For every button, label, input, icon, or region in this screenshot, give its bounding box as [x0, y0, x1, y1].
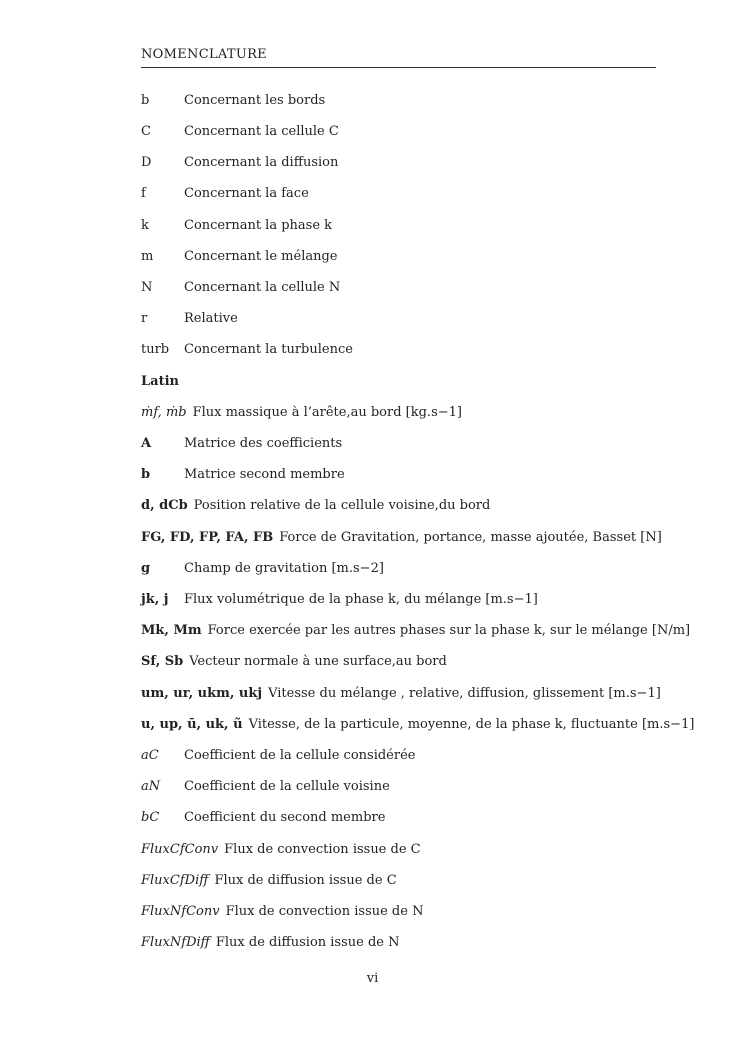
entry-subscript-d — [141, 153, 701, 173]
entry-symbol: aN — [141, 779, 161, 794]
entry-description: Vitesse du mélange , relative, diffusion, glissement [m.s−1] — [268, 686, 661, 701]
entry-subscript-f — [141, 184, 701, 204]
section-heading-latin: Latin — [141, 374, 179, 389]
entry-symbol: um, ur, ukm, ukj — [141, 686, 263, 701]
entry-description: Concernant la phase k — [184, 218, 333, 233]
entry-description: Vitesse, de la particule, moyenne, de la phase k, fluctuante [m.s−1] — [248, 717, 695, 732]
entry-subscript-c — [141, 122, 701, 142]
entry-symbol: FG, FD, FP, FA, FB — [141, 530, 274, 545]
entry-symbol: jk, j — [141, 592, 169, 607]
entry-mixture-velocity — [141, 684, 701, 704]
entry-subscript-n — [141, 278, 701, 298]
entry-description: Position relative de la cellule voisine,du bord — [193, 498, 491, 513]
entry-symbol: N — [141, 280, 153, 295]
entry-flux-c-diff — [141, 871, 701, 891]
entry-description: Concernant la cellule C — [184, 124, 339, 139]
entry-coefficient-bc — [141, 808, 701, 828]
entry-description: Concernant la face — [184, 186, 309, 201]
entry-matrix-b — [141, 465, 701, 485]
entry-forces — [141, 528, 701, 548]
entry-subscript-r — [141, 309, 701, 329]
entry-description: Force exercée par les autres phases sur la phase k, sur le mélange [N/m] — [207, 623, 691, 638]
entry-description: Concernant le mélange — [184, 249, 338, 264]
entry-exerted-force — [141, 621, 701, 641]
entry-coefficient-ac — [141, 746, 701, 766]
entry-description: Concernant la turbulence — [184, 342, 353, 357]
entry-subscript-k — [141, 216, 701, 236]
entry-description: Coefficient de la cellule voisine — [184, 779, 390, 794]
entry-volumetric-flux — [141, 590, 701, 610]
entry-position — [141, 496, 701, 516]
entry-description: Concernant les bords — [184, 93, 326, 108]
entry-description: Coefficient du second membre — [184, 810, 386, 825]
entry-description: Concernant la cellule N — [184, 280, 341, 295]
entry-symbol: u, up, ū, uk, ũ — [141, 717, 243, 732]
entry-symbol: FluxNfConv — [141, 904, 220, 919]
entry-symbol: g — [141, 561, 151, 576]
entry-symbol: r — [141, 311, 148, 326]
entry-description: Matrice second membre — [184, 467, 345, 482]
entry-normal-vector — [141, 652, 701, 672]
entry-description: Flux massique à l’arête,au bord [kg.s−1] — [192, 405, 462, 420]
entry-symbol: bC — [141, 810, 160, 825]
entry-flux-c-conv — [141, 840, 701, 860]
entry-symbol: Mk, Mm — [141, 623, 202, 638]
entry-symbol: b — [141, 93, 150, 108]
entry-subscript-turb — [141, 340, 701, 360]
entry-symbol: d, dCb — [141, 498, 188, 513]
entry-description: Relative — [184, 311, 238, 326]
entry-description: Coefficient de la cellule considérée — [184, 748, 416, 763]
entry-description: Matrice des coefficients — [184, 436, 343, 451]
entry-description: Flux de diffusion issue de N — [215, 935, 400, 950]
entry-symbol: A — [141, 436, 152, 451]
entry-description: Flux de diffusion issue de C — [214, 873, 397, 888]
entry-description: Vecteur normale à une surface,au bord — [189, 654, 447, 669]
entry-symbol: b — [141, 467, 151, 482]
entry-symbol: aC — [141, 748, 159, 763]
entry-subscript-b — [141, 91, 701, 111]
entry-matrix-a — [141, 434, 701, 454]
entry-symbol: C — [141, 124, 151, 139]
entry-description: Force de Gravitation, portance, masse ajoutée, Basset [N] — [279, 530, 662, 545]
entry-flux-n-conv — [141, 902, 701, 922]
running-header: NOMENCLATURE — [141, 47, 267, 62]
entry-symbol: k — [141, 218, 149, 233]
entry-symbol: FluxCfConv — [141, 842, 219, 857]
entry-symbol: FluxNfDiff — [141, 935, 210, 950]
entry-symbol: m — [141, 249, 154, 264]
entry-description: Champ de gravitation [m.s−2] — [184, 561, 384, 576]
entry-description: Flux volumétrique de la phase k, du mélange [m.s−1] — [184, 592, 538, 607]
entry-flux-n-diff — [141, 933, 701, 953]
header-rule — [141, 67, 656, 68]
entry-symbol: f — [141, 186, 146, 201]
entry-description: Concernant la diffusion — [184, 155, 339, 170]
entry-mass-flux — [141, 403, 701, 423]
entry-description: Flux de convection issue de C — [224, 842, 421, 857]
entry-symbol: ṁf, ṁb — [141, 405, 187, 420]
page-number: vi — [366, 971, 379, 986]
entry-coefficient-an — [141, 777, 701, 797]
entry-symbol: turb — [141, 342, 170, 357]
entry-symbol: FluxCfDiff — [141, 873, 209, 888]
entry-symbol: D — [141, 155, 152, 170]
entry-particle-velocity — [141, 715, 701, 735]
entry-symbol: Sf, Sb — [141, 654, 184, 669]
entry-subscript-m — [141, 247, 701, 267]
entry-gravity — [141, 559, 701, 579]
entry-description: Flux de convection issue de N — [225, 904, 424, 919]
